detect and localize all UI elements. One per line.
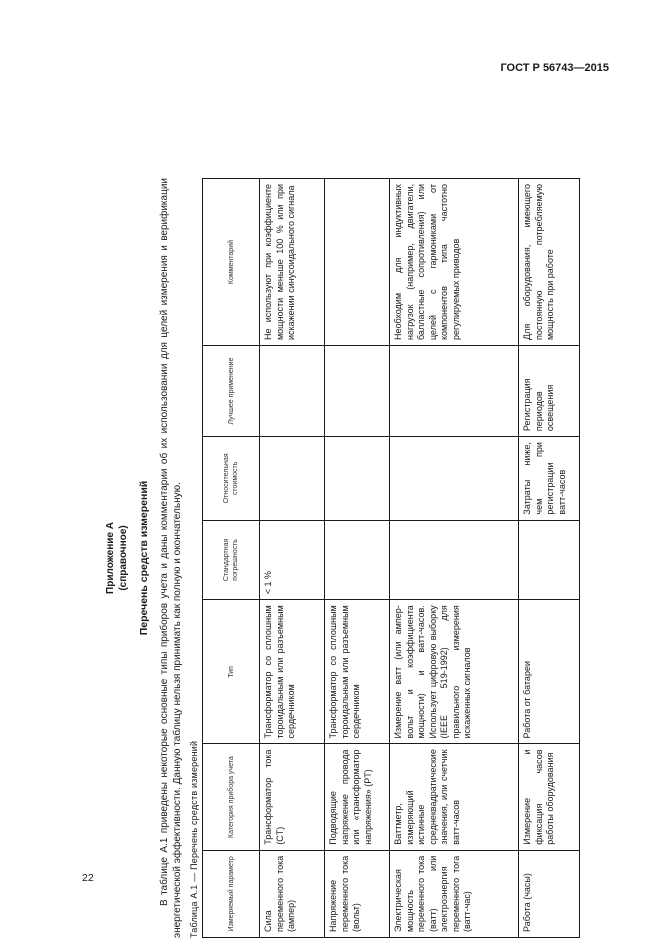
column-header: Категория прибора учета <box>203 744 260 850</box>
column-header: Измеряемый параметр <box>203 850 260 937</box>
table-cell: Трансформатор тока (CT) <box>260 744 325 850</box>
column-header: Стандартная погрешность <box>203 520 260 600</box>
appendix-subtitle: (справочное) <box>118 525 129 591</box>
table-cell: Трансформатор со сплошным тороидальным или разъемным сердечником <box>260 600 325 744</box>
appendix-heading <box>104 178 130 938</box>
table-cell <box>260 437 325 520</box>
table-cell <box>390 520 519 600</box>
table-cell: Подводящие напряжение провода или «трансформатор напряжения» (PT) <box>325 744 390 850</box>
table-cell: Электрическая мощность переменного тока (ватт) или электроэнергия переменного тога (ватт-час) <box>390 850 519 937</box>
table-cell: Не используют при коэффициенте мощности меньше 100 % или при искажении синусоидального сигнала <box>260 179 325 346</box>
table-row <box>260 179 325 938</box>
measurement-instruments-table <box>202 178 580 938</box>
table-cell: Измерение ватт (или ампер-вольт и коэффициента мощности) и ватт-часов. Использует цифровую выборку (IEEE 519-1992) для правильного измерения искаженных сигналов <box>390 600 519 744</box>
intro-paragraph: В таблице А.1 приведены некоторые основные типы приборов учета и даны комментарии об их использовании для целей измерения и верификации энергетической эффективности. Данную таблицу нельзя принимать как полную и окончательную. <box>159 178 183 938</box>
column-header: Лучшее применение <box>203 346 260 437</box>
table-cell: Необходим для индуктивных нагрузок (например, двигатели, балластные сопротивления) или целей с гармониками от компонентов типа частотно регулируемых приводов <box>390 179 519 346</box>
table-cell <box>519 520 580 600</box>
column-header: Комментарий <box>203 179 260 346</box>
table-cell: Для оборудования, имеющего постоянную потребляемую мощность при работе <box>519 179 580 346</box>
table-row <box>325 179 390 938</box>
appendix-title: Приложение А <box>105 522 116 594</box>
table-cell: Трансформатор со сплошным тороидальным или разъемным сердечником <box>325 600 390 744</box>
table-cell: Сила переменного тока (ампер) <box>260 850 325 937</box>
table-row <box>519 179 580 938</box>
table-cell: Измерение и фиксация часов работы оборудования <box>519 744 580 850</box>
table-cell <box>390 346 519 437</box>
table-cell <box>325 179 390 346</box>
table-cell <box>325 346 390 437</box>
table-header-row <box>203 179 260 938</box>
table-cell <box>325 437 390 520</box>
table-cell <box>325 520 390 600</box>
table-cell: Работа от батареи <box>519 600 580 744</box>
rotated-page-content <box>90 0 570 938</box>
column-header: Тип <box>203 600 260 744</box>
document-id-header: ГОСТ Р 56743—2015 <box>500 62 609 74</box>
table-row <box>390 179 519 938</box>
section-title: Перечень средств измерений <box>138 480 150 636</box>
table-cell: Ваттметр, измеряющий истинные среднеквадратические значения, или счетчик ватт-часов <box>390 744 519 850</box>
table-cell: Работа (часы) <box>519 850 580 937</box>
page-number: 22 <box>82 872 94 884</box>
table-caption: Таблица А.1 — Перечень средств измерений <box>189 740 199 938</box>
table-cell: Напряжение переменного тока (вольт) <box>325 850 390 937</box>
table-cell <box>260 346 325 437</box>
column-header: Относительная стоимость <box>203 437 260 520</box>
table-cell: < 1 % <box>260 520 325 600</box>
table-cell: Затраты ниже, чем при регистрации ватт-часов <box>519 437 580 520</box>
table-cell <box>390 437 519 520</box>
table-cell: Регистрация периодов освещения <box>519 346 580 437</box>
